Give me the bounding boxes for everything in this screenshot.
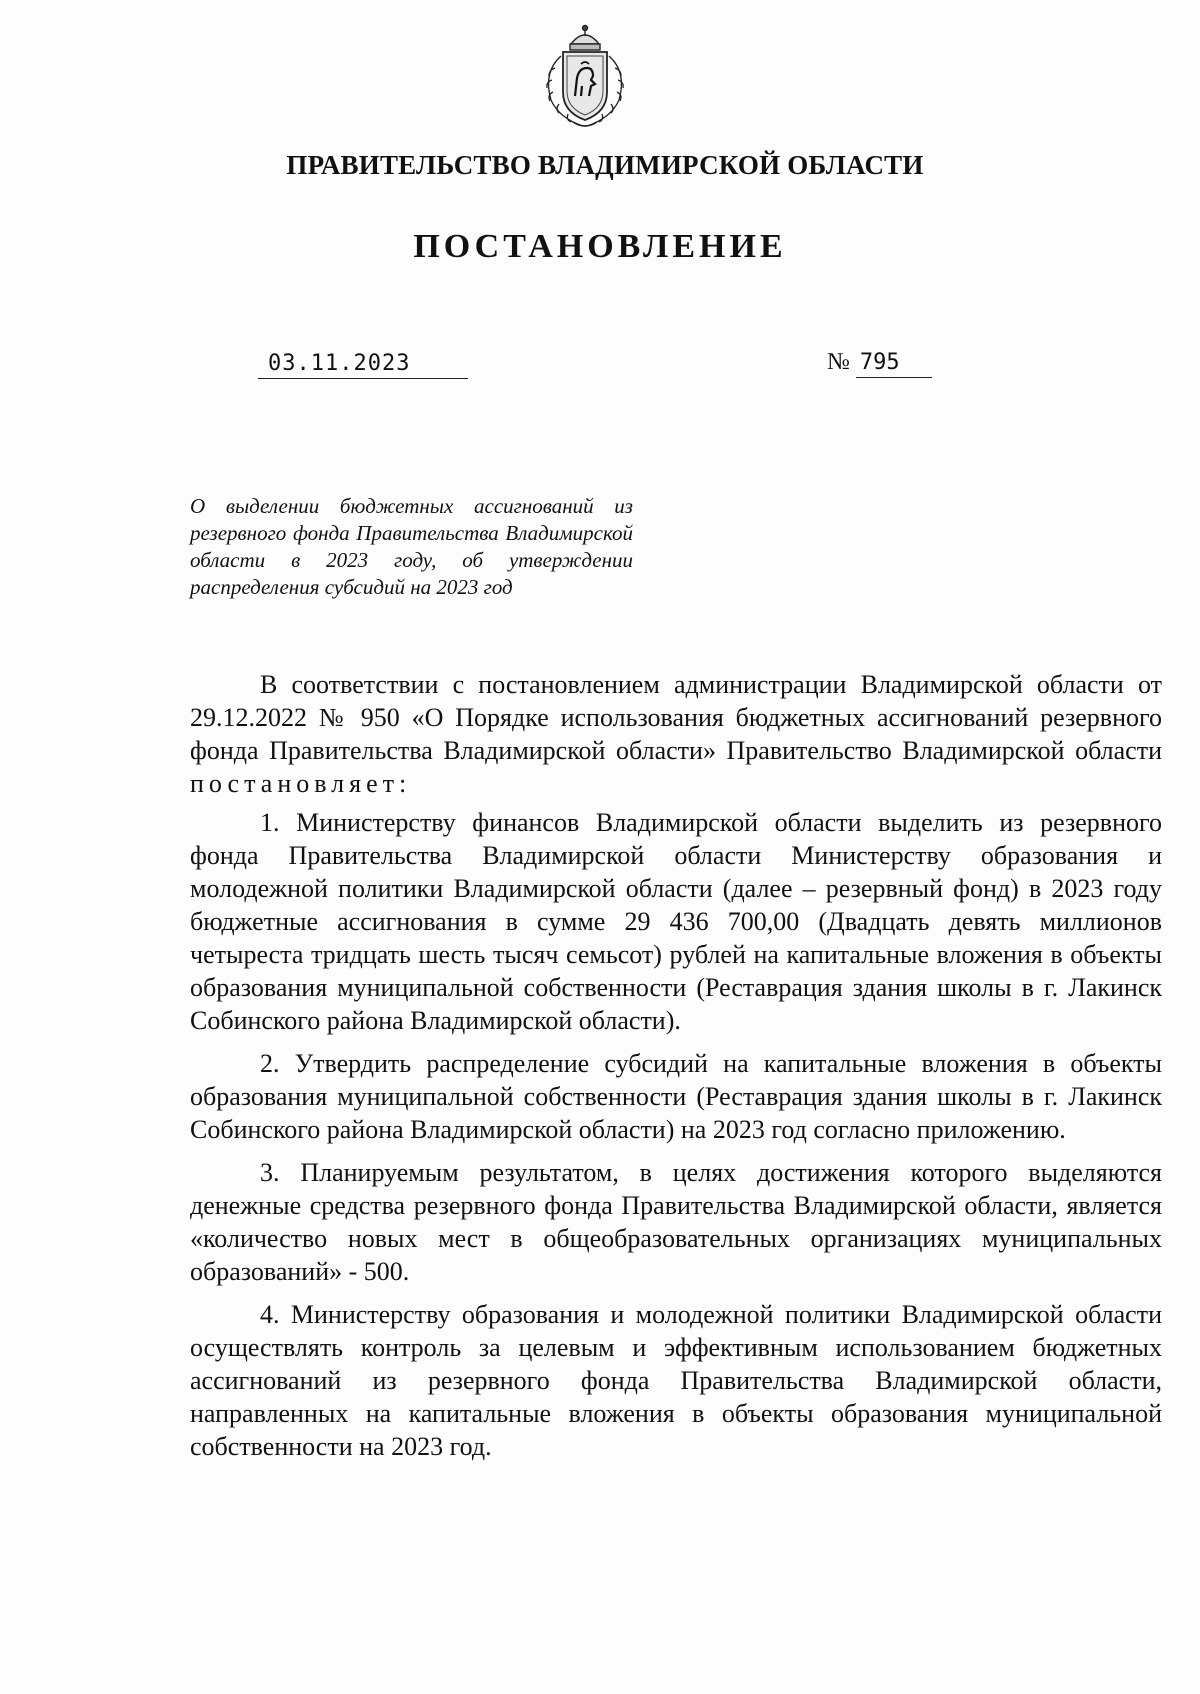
document-subject: О выделении бюджетных ассигнований из резервного фонда Правительства Владимирской области в 2023 году, об утверждении распределения субсидий на 2023 год <box>190 494 633 599</box>
document-type-title: ПОСТАНОВЛЕНИЕ <box>413 228 787 265</box>
clause-2: 2. Утвердить распределение субсидий на капитальные вложения в объекты образования муниципальной собственности (Реставрация здания школы в г. Лакинск Собинского района Владимирской области) на 2023 год согласно приложению. <box>190 1049 1162 1144</box>
number-sign: № <box>827 349 850 375</box>
document-date: 03.11.2023 <box>258 350 468 379</box>
document-number <box>827 348 932 378</box>
preamble-text: В соответствии с постановлением администрации Владимирской области от 29.12.2022 № 950 «О Порядке использования бюджетных ассигнований резервного фонда Правительства Владимирской области» Правительство Владимирской области <box>190 670 1162 765</box>
preamble-verb: постановляет: <box>190 769 412 798</box>
document-body <box>190 668 1162 1473</box>
coat-of-arms-emblem <box>535 22 635 132</box>
organization-title: ПРАВИТЕЛЬСТВО ВЛАДИМИРСКОЙ ОБЛАСТИ <box>286 150 924 180</box>
clause-4: 4. Министерству образования и молодежной политики Владимирской области осуществлять контроль за целевым и эффективным использованием бюджетных ассигнований из резервного фонда Правительства Владимирской области, направленных на капитальные вложения в объекты образования муниципальной собственности на 2023 год. <box>190 1300 1162 1461</box>
preamble-paragraph <box>190 668 1162 800</box>
clause-1: 1. Министерству финансов Владимирской области выделить из резервного фонда Правительства Владимирской области Министерству образования и молодежной политики Владимирской области (далее – резервный фонд) в 2023 году бюджетные ассигнования в сумме 29 436 700,00 (Двадцать девять миллионов четыреста тридцать шесть тысяч семьсот) рублей на капитальные вложения в объекты образования муниципальной собственности (Реставрация здания школы в г. Лакинск Собинского района Владимирской области). <box>190 808 1162 1035</box>
number-value: 795 <box>856 349 932 378</box>
clause-3: 3. Планируемым результатом, в целях достижения которого выделяются денежные средства резервного фонда Правительства Владимирской области, является «количество новых мест в общеобразовательных организациях муниципальных образований» - 500. <box>190 1158 1162 1286</box>
